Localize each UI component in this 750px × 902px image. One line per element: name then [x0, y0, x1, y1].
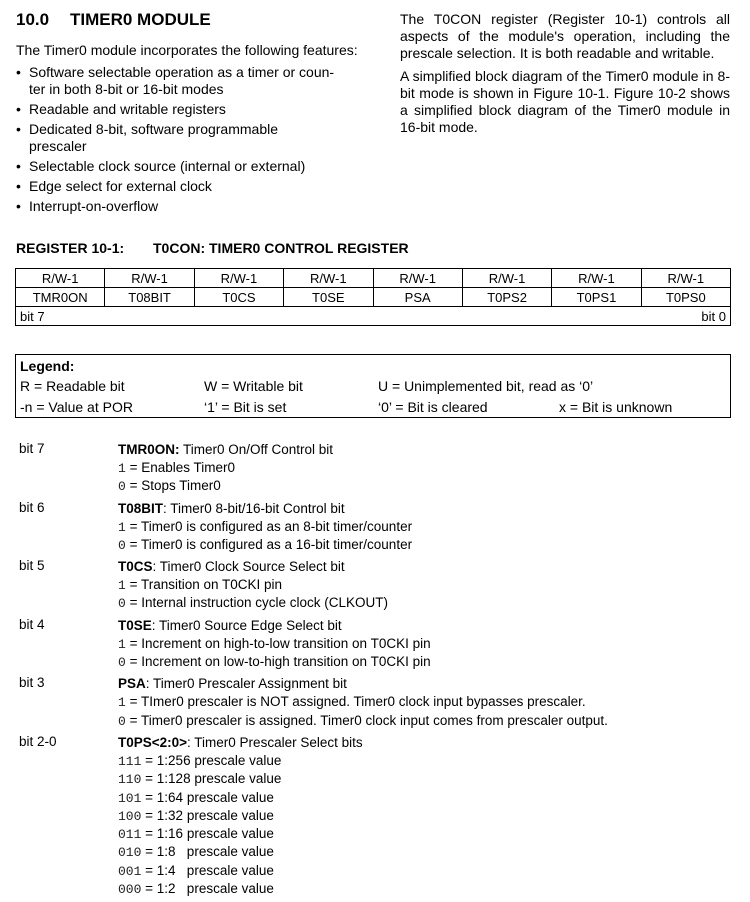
legend-title: Legend:: [20, 358, 75, 374]
bit-description: [16, 734, 736, 898]
feature-item: • Dedicated 8-bit, software programmable prescaler: [16, 121, 346, 155]
bit-value-line: 1 = Enables Timer0: [118, 460, 235, 476]
section-title: TIMER0 MODULE: [70, 10, 211, 29]
bit-field-name: T0CS: [118, 559, 153, 575]
bit-name-cell: T0PS0: [641, 288, 730, 307]
bit-name-cell: T0PS1: [552, 288, 641, 307]
bit-field-desc: : Timer0 8-bit/16-bit Control bit: [163, 500, 345, 516]
bit-value-line: 111 = 1:256 prescale value: [118, 752, 282, 769]
bit-index-row: [16, 307, 731, 326]
name-row: [16, 288, 731, 307]
bit-field-desc: : Timer0 Source Edge Select bit: [151, 617, 342, 633]
bit-description: [16, 558, 736, 613]
access-cell: R/W-1: [105, 269, 194, 288]
bit-value-line: 011 = 1:16 prescale value: [118, 826, 274, 843]
bit-label: bit 4: [19, 616, 45, 632]
legend-readable: R = Readable bit: [20, 378, 125, 394]
feature-item: • Software selectable operation as a timer or coun- ter in both 8-bit or 16-bit modes: [16, 64, 346, 98]
legend-cleared: ‘0’ = Bit is cleared: [378, 399, 488, 415]
bit-description: [16, 441, 736, 496]
right-column-text: [400, 11, 730, 142]
bit-name-cell: T08BIT: [105, 288, 194, 307]
bit-descriptions: [16, 441, 736, 902]
bit-label: bit 5: [19, 558, 45, 574]
bit-value-line: 101 = 1:64 prescale value: [118, 789, 274, 806]
bit-value-line: 0 = Increment on low-to-high transition on T0CKI pin: [118, 654, 431, 671]
bit-name-cell: T0CS: [194, 288, 283, 307]
bit-value-line: 010 = 1:8 prescale value: [118, 844, 274, 861]
bit-value-line: 001 = 1:4 prescale value: [118, 862, 274, 879]
bit-field-desc: : Timer0 Prescaler Assignment bit: [145, 676, 347, 692]
bit-name-cell: TMR0ON: [16, 288, 105, 307]
bit-value-line: 1 = TImer0 prescaler is NOT assigned. Timer0 clock input bypasses prescaler.: [118, 694, 586, 711]
bit-field-desc: : Timer0 Prescaler Select bits: [187, 734, 363, 750]
bit-field-name: TMR0ON:: [118, 442, 180, 457]
access-cell: R/W-1: [552, 269, 641, 288]
bit-label: bit 2-0: [19, 733, 57, 749]
bit-field-desc: : Timer0 Clock Source Select bit: [152, 559, 345, 575]
bit-label: bit 7: [19, 441, 45, 456]
bit-field-name: T0PS<2:0>: [118, 734, 188, 750]
bit-high-label: bit 7: [20, 308, 45, 324]
bit-field-name: PSA: [118, 676, 146, 692]
bit-label: bit 3: [19, 675, 45, 691]
access-cell: R/W-1: [194, 269, 283, 288]
bit-label: bit 6: [19, 499, 45, 515]
bit-value-line: 1 = Increment on high-to-low transition on T0CKI pin: [118, 635, 431, 652]
intro-text: The Timer0 module incorporates the following features:: [16, 42, 358, 58]
legend-writable: W = Writable bit: [204, 378, 303, 394]
paragraph: A simplified block diagram of the Timer0 module in 8-bit mode is shown in Figure 10-1. Figure 10-2 shows a simplified block diagram of the Timer0 module in 16-bit mode.: [400, 68, 730, 135]
bit-field-name: T08BIT: [118, 500, 164, 516]
bit-value-line: 100 = 1:32 prescale value: [118, 807, 274, 824]
feature-item: • Selectable clock source (internal or external): [16, 158, 346, 175]
register-title: T0CON: TIMER0 CONTROL REGISTER: [153, 240, 409, 256]
access-cell: R/W-1: [641, 269, 730, 288]
bit-value-line: 000 = 1:2 prescale value: [118, 881, 274, 898]
bit-description: [16, 617, 736, 672]
bit-low-label: bit 0: [701, 308, 726, 324]
access-cell: R/W-1: [284, 269, 373, 288]
bit-value-line: 1 = Transition on T0CKI pin: [118, 577, 283, 594]
bit-value-line: 0 = Timer0 is configured as a 16-bit timer/counter: [118, 536, 413, 553]
section-number: 10.0: [16, 10, 50, 29]
bit-value-line: 110 = 1:128 prescale value: [118, 771, 282, 788]
register-id: REGISTER 10-1:: [16, 240, 125, 256]
legend-set: ‘1’ = Bit is set: [204, 399, 287, 415]
legend-box: [15, 354, 731, 418]
feature-list: [16, 64, 346, 218]
legend-unknown: x = Bit is unknown: [559, 399, 673, 415]
bit-index-cell: [16, 307, 731, 326]
bit-name-cell: PSA: [373, 288, 462, 307]
legend-unimplemented: U = Unimplemented bit, read as ‘0’: [378, 378, 594, 394]
bit-name-cell: T0PS2: [462, 288, 551, 307]
access-row: [16, 269, 731, 288]
bit-value-line: 0 = Internal instruction cycle clock (CLKOUT): [118, 595, 389, 612]
bit-field-desc: Timer0 On/Off Control bit: [179, 442, 334, 457]
bit-value-line: 0 = Stops Timer0: [118, 478, 221, 495]
bit-field-name: T0SE: [118, 617, 152, 633]
feature-item: • Readable and writable registers: [16, 101, 346, 118]
feature-item: • Edge select for external clock: [16, 178, 346, 195]
feature-item: • Interrupt-on-overflow: [16, 198, 346, 215]
access-cell: R/W-1: [462, 269, 551, 288]
legend-por: -n = Value at POR: [20, 399, 133, 415]
access-cell: R/W-1: [373, 269, 462, 288]
register-table: [15, 268, 731, 326]
bit-description: [16, 675, 736, 730]
bit-description: [16, 500, 736, 555]
paragraph: The T0CON register (Register 10-1) controls all aspects of the module's operation, including the prescale selection. It is both readable and writable.: [400, 11, 730, 61]
access-cell: R/W-1: [16, 269, 105, 288]
bit-name-cell: T0SE: [284, 288, 373, 307]
bit-value-line: 0 = Timer0 prescaler is assigned. Timer0 clock input comes from prescaler output.: [118, 712, 608, 729]
bit-value-line: 1 = Timer0 is configured as an 8-bit timer/counter: [118, 518, 413, 535]
